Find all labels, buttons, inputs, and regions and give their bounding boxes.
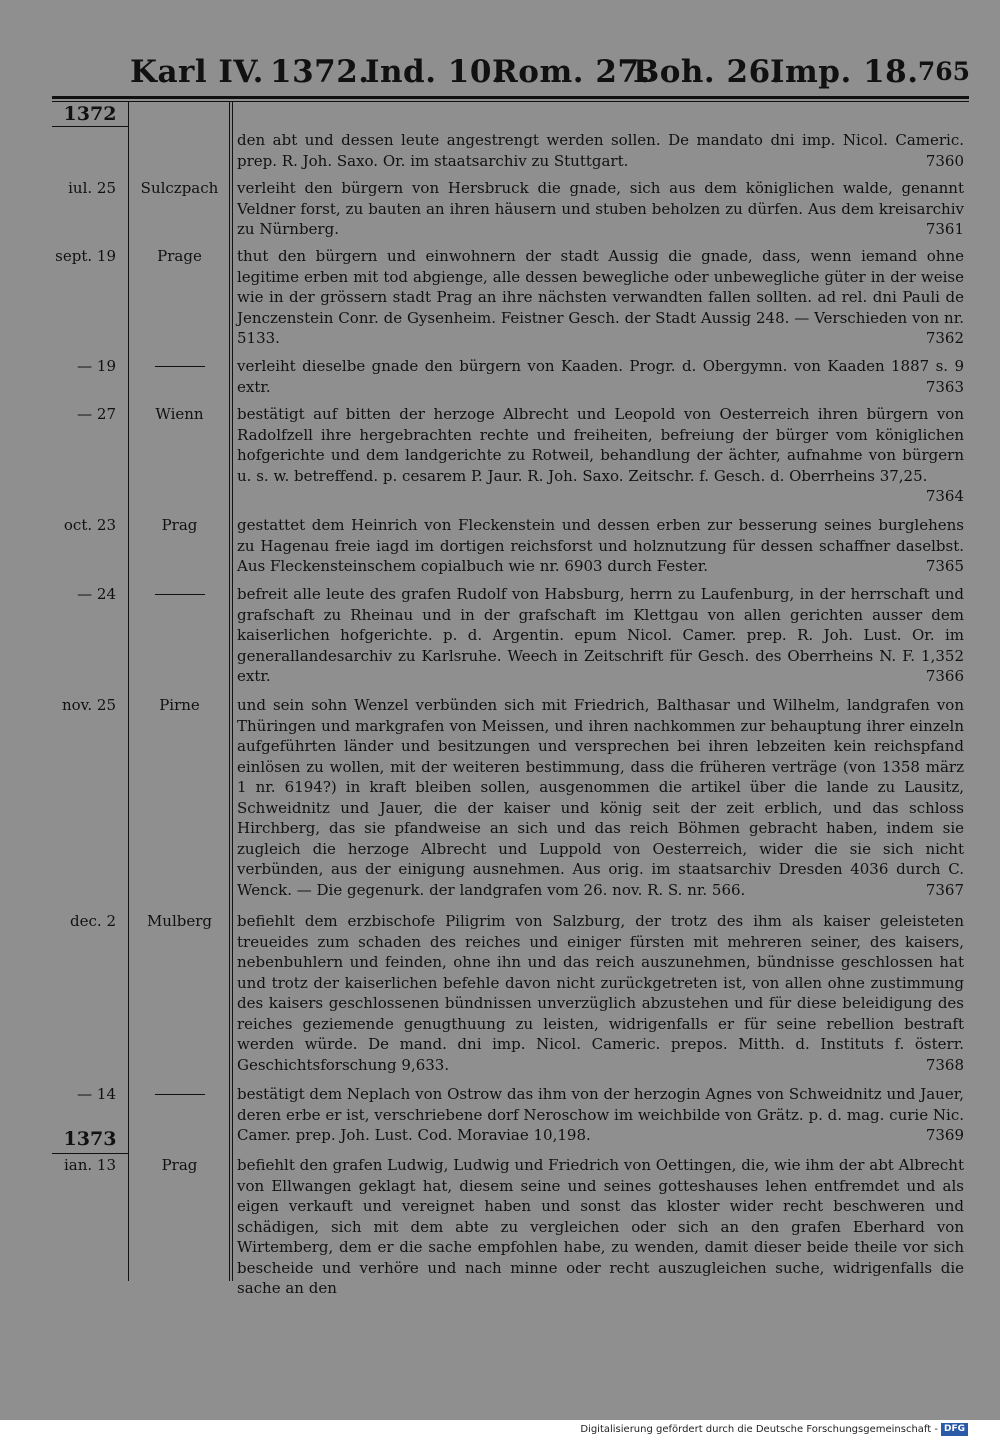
- header-rom: Rom. 27.: [492, 54, 651, 90]
- entry-date: nov. 25: [61, 696, 116, 714]
- entry-place: Prag: [161, 516, 198, 534]
- entry-text: verleiht den bürgern von Hersbruck die gnade, sich aus dem königlichen walde, genannt Veldner forst, zu bauten an ihren häusern und stuben beholzen zu dürfen. Aus dem kreisarchiv zu Nürnberg.: [237, 179, 964, 238]
- entry-date: ian. 13: [63, 1156, 116, 1174]
- entry-number: 7366: [925, 667, 964, 685]
- entry-date: — 24: [77, 585, 116, 603]
- entry-number: 7363: [925, 377, 964, 396]
- entry-place: Prage: [157, 247, 202, 265]
- entry-number: 7361: [925, 220, 964, 238]
- entry-date: — 19: [77, 357, 116, 375]
- same-place-dash: [155, 366, 205, 367]
- entry-number: 7364: [925, 487, 964, 505]
- entry-text: den abt und dessen leute angestrengt werden sollen. De mandato dni imp. Nicol. Cameric. prep. R. Joh. Saxo. Or. im staatsarchiv zu Stuttgart.: [237, 131, 964, 170]
- column-divider-place-a: [229, 101, 230, 1281]
- same-place-dash: [155, 594, 205, 595]
- entry-text: thut den bürgern und einwohnern der stadt Aussig die gnade, dass, wenn iemand ohne legitime erben mit tod abgienge, alle dessen bewegliche oder unbewegliche güter in der weise wie in der grössern stadt Prag an ihre nächsten verwandten fallen sollten. ad rel. dni Pauli de Jenczenstein Conr. de Gysenheim. Feistner Gesch. der Stadt Aussig 248. — Verschieden von nr. 5133.: [237, 247, 964, 347]
- entry-place: Pirne: [159, 696, 200, 714]
- entry-place: Mulberg: [146, 912, 213, 930]
- header-year: 1372.: [270, 54, 370, 90]
- entry-date: — 14: [77, 1085, 116, 1103]
- year-rule-1373: [52, 1153, 128, 1154]
- same-place-dash: [155, 1094, 205, 1095]
- entry-text: und sein sohn Wenzel verbünden sich mit Friedrich, Balthasar und Wilhelm, landgrafen von Thüringen und markgrafen von Meissen, und ihren nachkommen zur behauptung ihrer einzeln aufgeführten länder und besitzungen und versprechen bei ihren lebzeiten kein reichspfand einlösen zu wollen, mit der weiteren bestimmung, dass die früheren verträge (von 1358 märz 1 nr. 6194?) in kraft bleiben sollen, ausgenommen die artikel über die lande zu Lausitz, Schweidnitz und Jauer, die der kaiser und könig seit der zeit erblich, und das schloss Hirchberg, das sie pfandweise an sich und das reich Böhmen gebracht haben, indem sie zugleich die herzoge Albrecht und Luppold von Oesterreich, wider die sie sich nicht verbünden, aus der einigung ausnehmen. Aus orig. im staatsarchiv Dresden 4036 durch C. Wenck. — Die gegenurk. der landgrafen vom 26. nov. R. S. nr. 566.: [237, 696, 964, 899]
- entry-number: 7365: [925, 557, 964, 575]
- footer-text: Digitalisierung gefördert durch die Deutsche Forschungsgemeinschaft -: [580, 1424, 938, 1435]
- entry-text: befiehlt dem erzbischofe Piligrim von Salzburg, der trotz des ihm als kaiser geleisteten treueides zum schaden des reiches und einiger fürsten mit mehreren seiner, des kaisers, nebenbuhlern und feinden, ohne ihn und das reich auszunehmen, bündnisse geschlossen hat und trotz der kaiserlichen befehle davon nicht zurückgetreten ist, von allen ohne zustimmung des kaisers geschlossenen bündnissen unverzüglich abzustehen und für diese beleidigung des reiches geziemende genugthuung zu leisten, widrigenfalls er für seine rebellion bestraft werden würde. De mand. dni imp. Nicol. Cameric. prepos. Mitth. d. Instituts f. österr. Geschichtsforschung 9,633.: [237, 912, 964, 1074]
- year-heading-1372: 1372: [63, 103, 117, 125]
- running-header: [130, 54, 970, 90]
- entry-text: verleiht dieselbe gnade den bürgern von Kaaden. Progr. d. Obergymn. von Kaaden 1887 s. 9 extr.: [237, 357, 964, 396]
- entry-date: iul. 25: [68, 179, 116, 197]
- entry-text: befreit alle leute des grafen Rudolf von Habsburg, herrn zu Laufenburg, in der herrschaft und grafschaft zu Rheinau und in der grafschaft im Klettgau von allen gerichten ausser dem kaiserlichen hofgerichte. p. d. Argentin. epum Nicol. Camer. prep. R. Joh. Lust. Or. im generallandesarchiv zu Karlsruhe. Weech in Zeitschrift für Gesch. des Oberrheins N. F. 1,352 extr.: [237, 585, 964, 685]
- header-imp: Imp. 18.: [770, 54, 919, 90]
- digitization-footer: [580, 1423, 968, 1436]
- column-divider-place-b: [232, 101, 233, 1281]
- entry-number: 7367: [925, 880, 964, 899]
- column-divider-date: [128, 101, 129, 1281]
- entry-text: bestätigt dem Neplach von Ostrow das ihm von der herzogin Agnes von Schweidnitz und Jauer, deren erbe er ist, verschriebene dorf Neroschow im weichbilde von Grätz. p. d. mag. curie Nic. Camer. prep. Joh. Lust. Cod. Moraviae 10,198.: [237, 1085, 964, 1144]
- page-number: 765: [917, 57, 970, 86]
- header-ruler: Karl IV.: [130, 54, 264, 90]
- entry-number: 7368: [925, 1055, 964, 1074]
- year-heading-1373: 1373: [63, 1128, 117, 1150]
- entry-number: 7360: [925, 151, 964, 170]
- entry-place: Prag: [161, 1156, 198, 1174]
- entry-date: oct. 23: [63, 516, 116, 534]
- header-boh: Boh. 26.: [633, 54, 782, 90]
- entry-date: dec. 2: [70, 912, 116, 930]
- entry-text: befiehlt den grafen Ludwig, Ludwig und Friedrich von Oettingen, die, wie ihm der abt Albrecht von Ellwangen geklagt hat, diesem seine und seines gotteshauses lehen entfremdet und als eigen verkauft und vereignet haben und sonst das kloster wider recht beschweren und schädigen, sich mit dem abte zu vergleichen oder sich an den grafen Eberhard von Wirtemberg, dem er die sache empfohlen habe, zu wenden, damit dieser beide theile vor sich bescheide und verhöre und nach minne oder recht auszugleichen suche, widrigenfalls die sache an den: [237, 1156, 964, 1297]
- entry-text: bestätigt auf bitten der herzoge Albrecht und Leopold von Oesterreich ihren bürgern von Radolfzell ihre hergebrachten rechte und freiheiten, befreiung der bürger vom königlichen hofgerichte und dem landgerichte zu Rotweil, behandlung der ächter, aufnahme von bürgern u. s. w. betreffend. p. cesarem P. Jaur. R. Joh. Saxo. Zeitschr. f. Gesch. d. Oberrheins 37,25.: [237, 405, 964, 485]
- entry-date: — 27: [77, 405, 116, 423]
- header-rule-thin: [52, 101, 969, 102]
- year-rule-1372: [52, 126, 128, 127]
- entry-place: Sulczpach: [140, 179, 219, 197]
- entry-date: sept. 19: [55, 247, 116, 265]
- header-indiction: Ind. 10.: [365, 54, 504, 90]
- header-rule: [52, 96, 969, 99]
- entry-number: 7369: [925, 1126, 964, 1144]
- entry-place: Wienn: [155, 405, 204, 423]
- entry-number: 7362: [925, 329, 964, 347]
- entry-text: gestattet dem Heinrich von Fleckenstein und dessen erben zur besserung seines burglehens zu Hagenau freie iagd im dortigen reichsforst und holznutzung für dessen schaffner daselbst. Aus Fleckensteinschem copialbuch wie nr. 6903 durch Fester.: [237, 516, 964, 575]
- dfg-logo-icon: DFG: [941, 1423, 968, 1436]
